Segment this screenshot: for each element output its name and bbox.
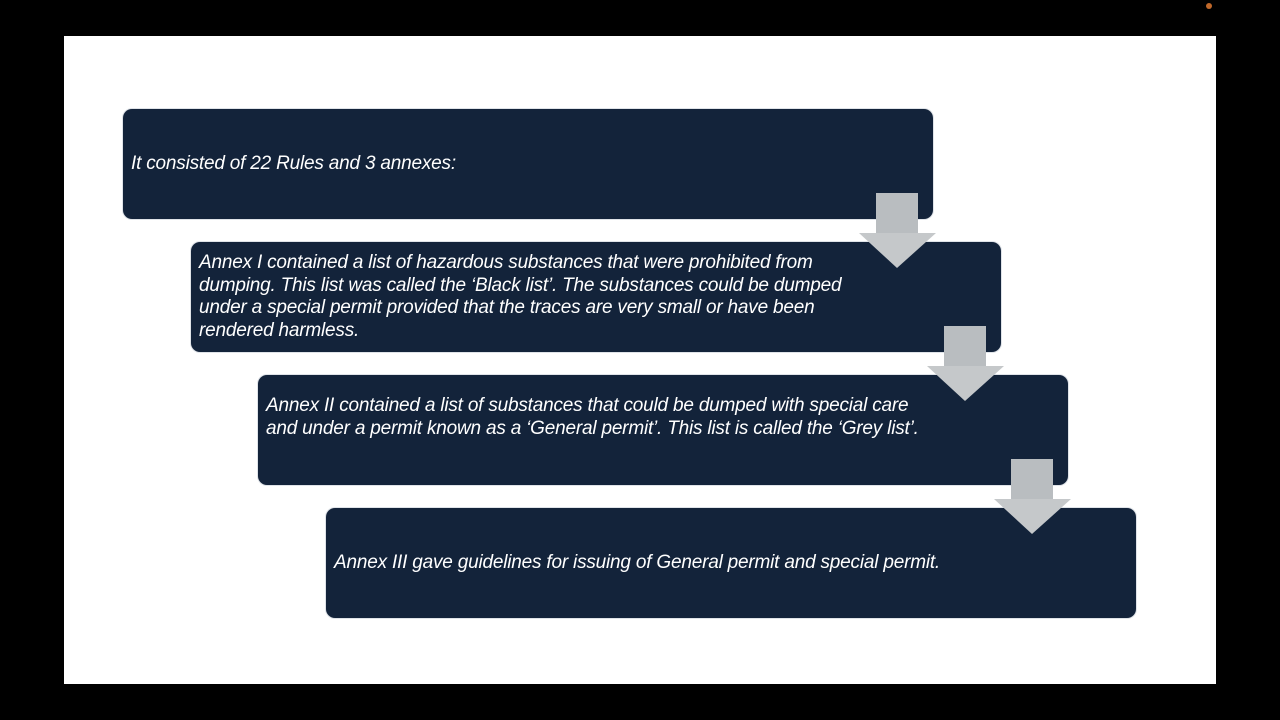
down-arrow-icon — [926, 326, 1006, 402]
down-arrow-icon — [858, 193, 938, 269]
recording-indicator-dot — [1206, 3, 1212, 9]
step-box-1 — [123, 109, 933, 219]
step-text-1: It consisted of 22 Rules and 3 annexes: — [131, 152, 456, 174]
step-text-4: Annex III gave guidelines for issuing of General permit and special permit. — [334, 551, 940, 573]
step-text-3: Annex II contained a list of substances that could be dumped with special care and under a permit known as a ‘General permit’. This list is called the ‘Grey list’. — [266, 395, 919, 439]
down-arrow-icon — [993, 459, 1073, 535]
step-text-2: Annex I contained a list of hazardous substances that were prohibited from dumping. This list was called the ‘Black list’. The substances could be dumped under a special permit provided that the traces are very small or have been rendered harmless. — [199, 252, 842, 341]
